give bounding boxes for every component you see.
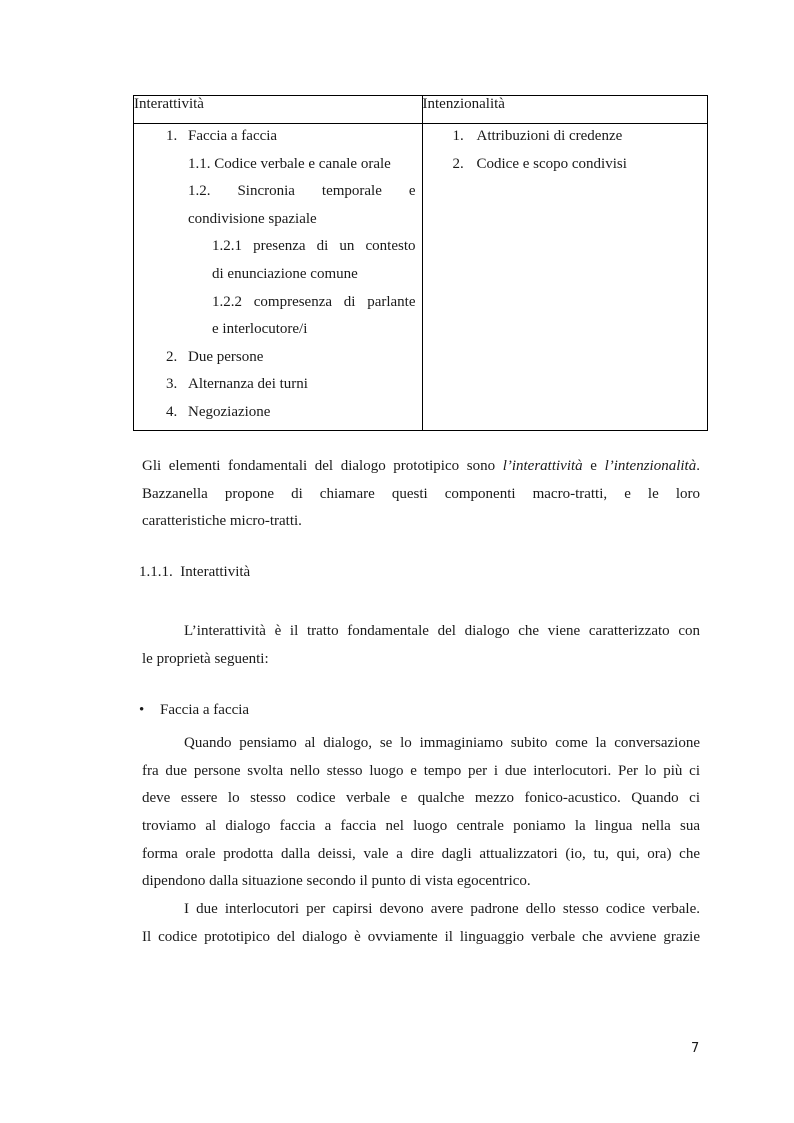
sub-item-1-2-1: 1.2.1 presenza di un contesto [212,238,416,255]
bullet-icon: • [139,702,145,718]
list-number: 2. [166,348,178,365]
list-text: Codice e scopo condivisi [476,155,627,172]
bullet-text: Faccia a faccia [160,702,250,718]
sub-item-1-1: 1.1. Codice verbale e canale orale [188,155,391,172]
sub-item-1-2-2: 1.2.2 compresenza di parlante [212,293,416,310]
list-item [134,402,422,430]
paragraph-line: I due interlocutori per capirsi devono avere padrone dello stesso codice verbale. [184,901,700,917]
list-number: 1. [166,128,178,144]
intro-paragraph [142,453,700,536]
word: Sincronia [237,183,295,200]
table-header-interattivita: Interattività [134,96,423,124]
emphasis: l’intenzionalità [604,458,697,474]
list-item [423,154,708,182]
list-text: Faccia a faccia [188,128,278,144]
paragraph-line: caratteristiche micro-tratti. [142,513,302,530]
text-run: . [696,458,700,474]
paragraph-line: fra due persone svolta nello stesso luogo e tempo per i due interlocutori. Per lo più ci [142,762,700,779]
list-item [134,347,422,375]
macro-traits-table [133,95,708,431]
section-number: 1.1.1. [139,564,173,580]
word: temporale [321,183,382,200]
sub-item-1-2-cont: condivisione spaziale [188,210,317,227]
list-item [134,374,422,402]
list-item [134,126,422,154]
paragraph-line: L’interattività è il tratto fondamentale del dialogo che viene caratterizzato con [184,623,700,639]
list-number: 3. [166,376,178,393]
list-item [423,126,708,154]
paragraph-line: troviamo al dialogo faccia a faccia nel luogo centrale poniamo la lingua nella sua [142,818,700,835]
list-number: 1. [452,128,464,144]
list-number: 2. [452,155,464,172]
text-run: e [582,458,605,474]
sub-item-1-2-2-cont: e interlocutore/i [212,321,308,338]
list-text: Attribuzioni di credenze [476,128,623,144]
list-text: Negoziazione [188,403,271,420]
paragraph-line [142,453,700,481]
bullet-item [139,702,249,719]
list-text: Alternanza dei turni [188,376,308,393]
table-header-intenzionalita: Intenzionalità [422,96,708,124]
word: e [408,183,416,200]
sub-item-1-2 [134,181,422,209]
list-text: Due persone [188,348,264,365]
interattivita-cell [134,124,423,431]
table-body-row [134,124,708,431]
paragraph-line: Bazzanella propone di chiamare questi componenti macro-tratti, e le loro [142,485,700,502]
word: 1.2. [188,183,211,200]
paragraph-line: forma orale prodotta dalla deissi, vale a dire dagli attualizzatori (io, tu, qui, ora) che [142,845,700,862]
intenzionalita-cell [422,124,708,431]
page-number: 7 [691,1041,700,1056]
paragraph [142,730,700,896]
paragraph-line: Il codice prototipico del dialogo è ovviamente il linguaggio verbale che avviene grazie [142,928,700,945]
paragraph-line: le proprietà seguenti: [142,650,269,667]
table-header-row [134,96,708,124]
paragraph [142,896,700,951]
sub-item-1-2-1-cont: di enunciazione comune [212,265,358,282]
paragraph-line: dipendono dalla situazione secondo il punto di vista egocentrico. [142,873,531,890]
emphasis: l’interattività [502,458,583,474]
section-title: Interattività [180,564,251,580]
section-heading [139,564,250,581]
paragraph-line: Quando pensiamo al dialogo, se lo immaginiamo subito come la conversazione [184,735,700,751]
text-run: Gli elementi fondamentali del dialogo prototipico sono [142,458,503,474]
paragraph-line: deve essere lo stesso codice verbale e qualche mezzo fonico-acustico. Quando ci [142,790,700,807]
list-number: 4. [166,403,178,420]
paragraph [142,618,700,673]
